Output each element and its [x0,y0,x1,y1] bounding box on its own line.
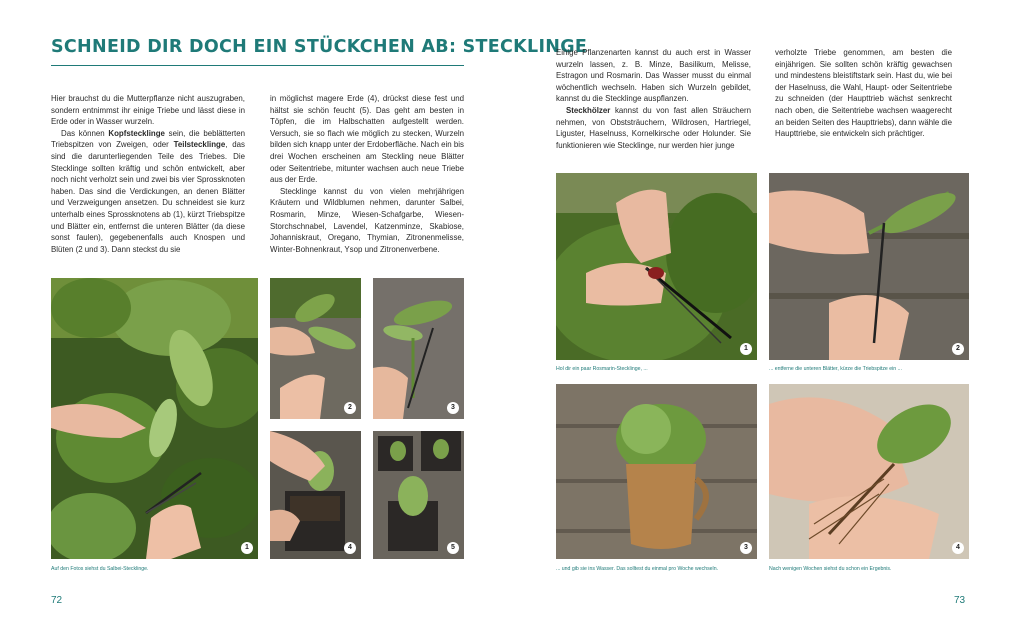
photo-caption: Nach wenigen Wochen siehst du schon ein Ergebnis. [769,566,892,572]
photo-number-badge: 3 [740,542,752,554]
photo-rosemary-cutting [556,173,757,360]
photo-sage-planting [270,431,361,559]
photo-sage-leaves [270,278,361,419]
photo-number-badge: 4 [344,542,356,554]
term-teilstecklinge: Teilstecklinge [173,140,226,150]
paragraph: Das können Kopfstecklinge sein, die beblätterten Triebspitzen von Zweigen, oder Teilstecklinge, das sind die darunterliegenden Teile des Triebes. Die Stecklinge sollten kräftig und schön entwickelt, aber noch nicht verholzt sein und zwei bis vier Sprossknoten haben. Das sind die Verdickungen, an denen Blätter und Verzweigungen ansetzen. Du schneidest sie kurz unterhalb eines Sprossknotens ab (1), kürzt Triebspitze und Blätter ein, entfernst die unteren Blätter (da diese sonst faulen), gegebenenfalls auch Knospen und Blüten (2 und 3). Dann steckst du sie [51,128,245,254]
photo-sage-pots [373,431,464,559]
photo-number-badge: 1 [740,343,752,355]
text-column-4 [775,47,952,140]
photo-number-badge: 5 [447,542,459,554]
text-column-2 [270,93,464,255]
photo-number-badge: 2 [344,402,356,414]
photo-caption: ... und gib sie ins Wasser. Das solltest du einmal pro Woche wechseln. [556,566,719,572]
paragraph: Einige Pflanzenarten kannst du auch erst in Wasser wurzeln lassen, z. B. Minze, Basilikum, Melisse, Estragon und Rosmarin. Das Wasser musst du einmal wöchentlich wechseln. Haben sich Wurzeln gebildet, kannst du die Stecklinge auspflanzen. [556,48,751,104]
paragraph: Hier brauchst du die Mutterpflanze nicht auszugraben, sondern entnimmst ihr einige Triebe und lässt diese in Erde oder in Wasser wurzeln. [51,94,245,127]
text-column-1 [51,93,245,255]
photo-rosemary-stripping [769,173,969,360]
page-number-right: 73 [954,595,966,606]
text-column-3 [556,47,751,151]
photo-rosemary-roots [769,384,969,559]
photo-caption: Hol dir ein paar Rosmarin-Stecklinge, ... [556,366,648,372]
title-rule [51,65,464,66]
photo-caption: ... entferne die unteren Blätter, kürze die Triebspitze ein ... [769,366,902,372]
photo-number-badge: 4 [952,542,964,554]
paragraph: Steckhölzer kannst du von fast allen Sträuchern nehmen, von Obststräuchern, Wildrosen, Hartriegel, Liguster, Haselnuss, Kornelkirsche oder Holunder. Sie funktionieren wie Stecklinge, nur werden hier junge [556,105,751,150]
photo-sage-cutting [51,278,258,559]
paragraph: verholzte Triebe genommen, am besten die einjährigen. Sie sollten schön kräftig gewachsen und mindestens bleistiftstark sein. Hast du, wie bei der Haselnuss, die Wahl, Haupt- oder Seitentriebe zu schneiden (der Haupttrieb wächst senkrecht nach oben, die Seitentriebe wachsen waagerecht an beiden Seiten des Haupttriebs), dann wähle die Haupttriebe, sie entwickeln sich prächtiger. [775,48,952,139]
term-steckhoelzer: Steckhölzer [566,105,611,115]
paragraph: in möglichst magere Erde (4), drückst diese fest und hältst sie schön feucht (5). Das geht am besten in Töpfen, die im Halbschatten aufgestellt werden. Versuch, sie so flach wie möglich zu stecken, Wurzeln bilden sich knapp unter der Erdoberfläche. Nach ein bis drei Wochen erscheinen am Steckling neue Blätter oder Seitentriebe, mitunter wachsen auch neue Triebe aus der Erde. [270,94,464,185]
paragraph: Stecklinge kannst du von vielen mehrjährigen Kräutern und Wildblumen nehmen, darunter Salbei, Rosmarin, Minze, Wiesen-Schafgarbe, Wiesen-Storchschnabel, Lavendel, Katzenminze, Skabiose, Johanniskraut, Oregano, Thymian, Zitronenmelisse, Winter-Bohnenkraut, Ysop und Zitronenverbene. [270,186,464,254]
page-number-left: 72 [51,595,63,606]
term-kopfstecklinge: Kopfstecklinge [108,128,165,138]
photo-caption: Auf den Fotos siehst du Salbei-Stecklinge. [51,566,149,572]
photo-sage-trimming [373,278,464,419]
photo-number-badge: 3 [447,402,459,414]
photo-number-badge: 2 [952,343,964,355]
page-title: SCHNEID DIR DOCH EIN STÜCKCHEN AB: STECKLINGE [51,37,588,57]
photo-rosemary-in-water [556,384,757,559]
photo-number-badge: 1 [241,542,253,554]
